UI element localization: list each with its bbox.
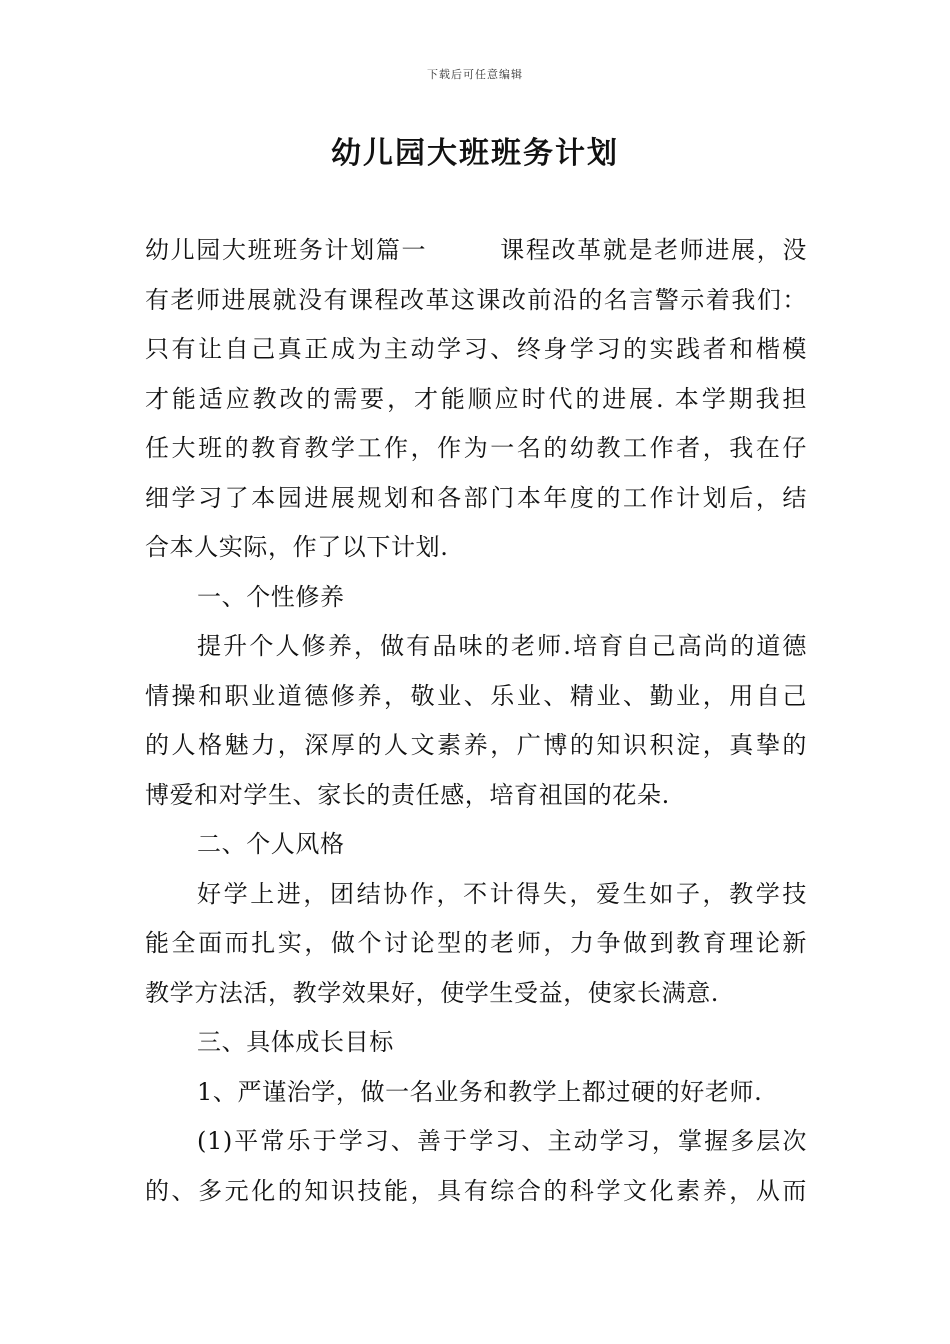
body-line-text: 课程改革就是老师进展，没	[499, 236, 807, 264]
section-heading: 一、个性修养	[197, 582, 345, 611]
body-line: 细学习了本园进展规划和各部门本年度的工作计划后，结	[145, 483, 807, 512]
body-line: 1、严谨治学，做一名业务和教学上都过硬的好老师.	[197, 1077, 763, 1106]
header-note: 下载后可任意编辑	[427, 68, 523, 81]
document-title: 幼儿园大班班务计划	[331, 136, 619, 171]
body-line: 才能适应教改的需要，才能顺应时代的进展. 本学期我担	[145, 384, 807, 413]
body-line	[145, 226, 807, 276]
body-line: (1)平常乐于学习、善于学习、主动学习，掌握多层次	[197, 1127, 807, 1155]
document-body	[145, 226, 807, 1216]
body-line: 教学方法活，教学效果好，使学生受益，使家长满意.	[145, 978, 720, 1007]
body-line: 能全面而扎实，做个讨论型的老师，力争做到教育理论新	[145, 929, 807, 957]
section-heading-inline: 幼儿园大班班务计划篇一	[145, 236, 428, 264]
body-line: 的、多元化的知识技能，具有综合的科学文化素养，从而	[145, 1176, 807, 1205]
body-line: 博爱和对学生、家长的责任感，培育祖国的花朵.	[145, 780, 670, 809]
body-line: 任大班的教育教学工作，作为一名的幼教工作者，我在仔	[145, 434, 807, 462]
body-line: 有老师进展就没有课程改革这课改前沿的名言警示着我们：	[145, 285, 807, 314]
body-line: 好学上进，团结协作，不计得失，爱生如子，教学技	[197, 879, 807, 908]
section-heading: 二、个人风格	[197, 830, 345, 858]
body-line: 合本人实际，作了以下计划.	[145, 533, 449, 561]
body-line: 提升个人修养，做有品味的老师.培育自己高尚的道德	[197, 632, 807, 660]
body-line: 情操和职业道德修养，敬业、乐业、精业、勤业，用自己	[145, 681, 807, 710]
body-line: 只有让自己真正成为主动学习、终身学习的实践者和楷模	[145, 335, 807, 363]
section-heading: 三、具体成长目标	[197, 1028, 394, 1056]
body-line: 的人格魅力，深厚的人文素养，广博的知识积淀，真挚的	[145, 731, 807, 759]
